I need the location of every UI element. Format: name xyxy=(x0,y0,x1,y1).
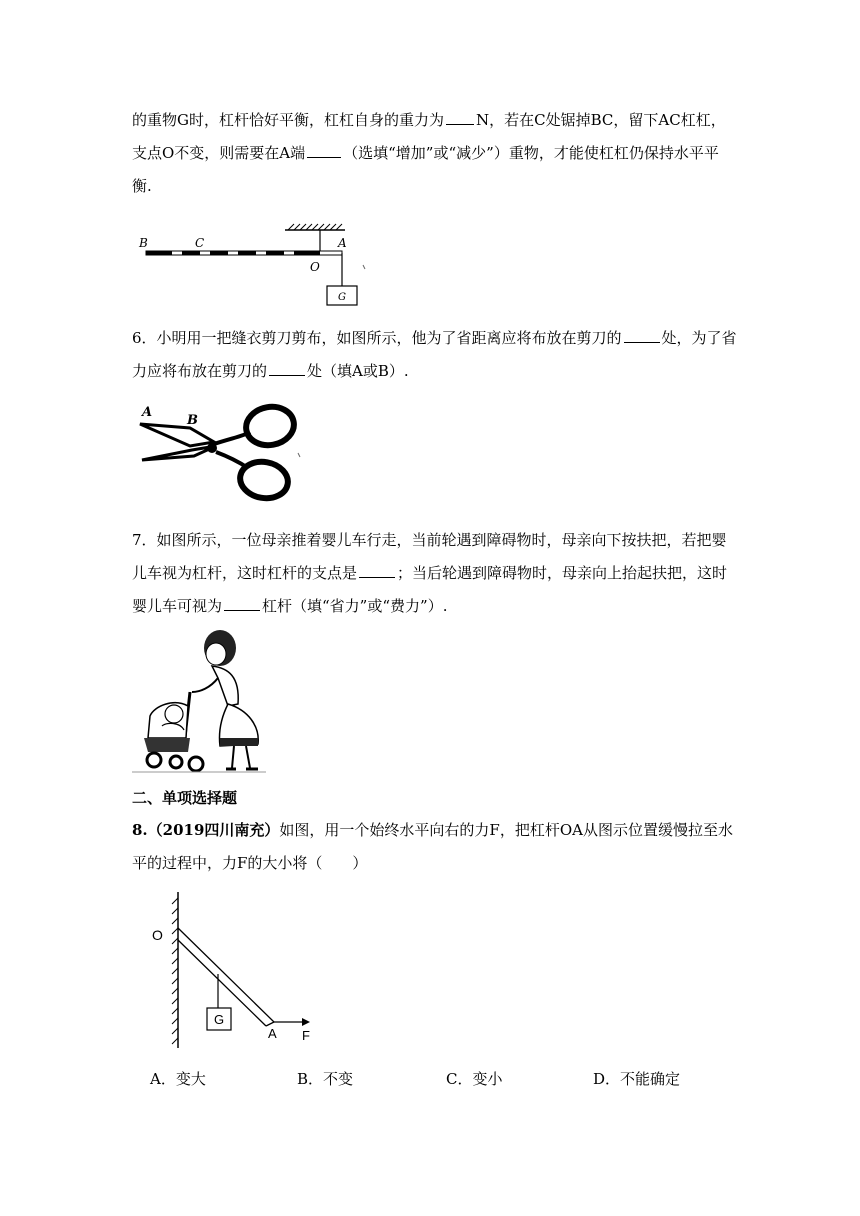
q7-line-3 xyxy=(132,596,447,616)
q6-text: 处（填A或B）. xyxy=(307,362,409,380)
option-letter: B． xyxy=(297,1070,324,1088)
q8-line-1 xyxy=(132,820,733,840)
q8-text: 如图，用一个始终水平向右的力F，把杠杆OA从图示位置缓慢拉至水 xyxy=(279,821,733,839)
answer-blank xyxy=(307,143,341,158)
stray-mark xyxy=(363,265,365,269)
q8-line-2 xyxy=(132,853,367,873)
option-letter: D． xyxy=(593,1070,621,1088)
weight-label: G xyxy=(338,292,346,303)
q6-text: 力应将布放在剪刀的 xyxy=(132,362,268,380)
answer-blank xyxy=(269,361,305,376)
option-c[interactable] xyxy=(446,1069,503,1089)
point-o-label: O xyxy=(310,260,320,274)
question-number: 8. xyxy=(132,821,148,839)
q7-line-1 xyxy=(132,530,727,550)
point-c-label: C xyxy=(195,236,205,250)
option-d[interactable] xyxy=(593,1069,680,1089)
question-source: （2019四川南充） xyxy=(147,821,280,839)
q6-text: 6．小明用一把缝衣剪刀剪布，如图所示，他为了省距离应将布放在剪刀的 xyxy=(132,329,622,347)
point-a-label: A xyxy=(142,405,153,420)
point-a-label: A xyxy=(338,236,347,250)
option-text: 不变 xyxy=(323,1070,354,1088)
q7-text: 7．如图所示，一位母亲推着婴儿车行走，当前轮遇到障碍物时，母亲向下按扶把，若把婴 xyxy=(132,531,727,549)
option-letter: C． xyxy=(446,1070,473,1088)
q6-line-1 xyxy=(132,328,737,348)
stroller-figure xyxy=(130,626,270,776)
q5-text: （选填“增加”或“减少”）重物，才能使杠杠仍保持水平平 xyxy=(343,144,719,162)
q5-text: 衡. xyxy=(132,177,152,195)
scissors-figure xyxy=(132,398,312,508)
q5-line-2 xyxy=(132,143,719,163)
wall-lever-figure xyxy=(140,888,340,1058)
q7-text: 杠杆（填“省力”或“费力”）. xyxy=(262,597,448,615)
answer-blank xyxy=(624,328,660,343)
option-text: 变小 xyxy=(472,1070,503,1088)
q7-text: 儿车视为杠杆，这时杠杆的支点是 xyxy=(132,564,358,582)
weight-label: G xyxy=(213,1012,225,1027)
force-f-label: F xyxy=(302,1028,310,1043)
answer-blank xyxy=(446,110,474,125)
option-text: 变大 xyxy=(175,1070,206,1088)
stray-mark xyxy=(298,453,300,457)
section-heading: 二、单项选择题 xyxy=(132,789,238,807)
answer-blank xyxy=(224,596,260,611)
q5-line-1 xyxy=(132,110,726,130)
q7-text: ；当后轮遇到障碍物时，母亲向上抬起扶把，这时 xyxy=(397,564,728,582)
q5-text: N，若在C处锯掉BC，留下AC杠杠， xyxy=(476,111,726,129)
q6-text: 处，为了省 xyxy=(661,329,737,347)
option-a[interactable] xyxy=(150,1069,206,1089)
point-o-label: O xyxy=(152,927,163,943)
q7-line-2 xyxy=(132,563,727,583)
q5-text: 支点O不变，则需要在A端 xyxy=(132,144,306,162)
point-a-label: A xyxy=(268,1026,277,1041)
point-b-label: B xyxy=(139,236,148,250)
option-b[interactable] xyxy=(297,1069,353,1089)
q8-text: 平的过程中，力F的大小将（ ） xyxy=(132,854,368,872)
q7-text: 婴儿车可视为 xyxy=(132,597,223,615)
q6-line-2 xyxy=(132,361,409,381)
q5-line-3 xyxy=(132,176,152,196)
point-b-label: B xyxy=(187,413,198,428)
answer-blank xyxy=(359,563,395,578)
lever-figure xyxy=(130,220,380,310)
option-letter: A． xyxy=(150,1070,176,1088)
option-text: 不能确定 xyxy=(620,1070,681,1088)
q5-text: 的重物G时，杠杆恰好平衡，杠杠自身的重力为 xyxy=(132,111,444,129)
